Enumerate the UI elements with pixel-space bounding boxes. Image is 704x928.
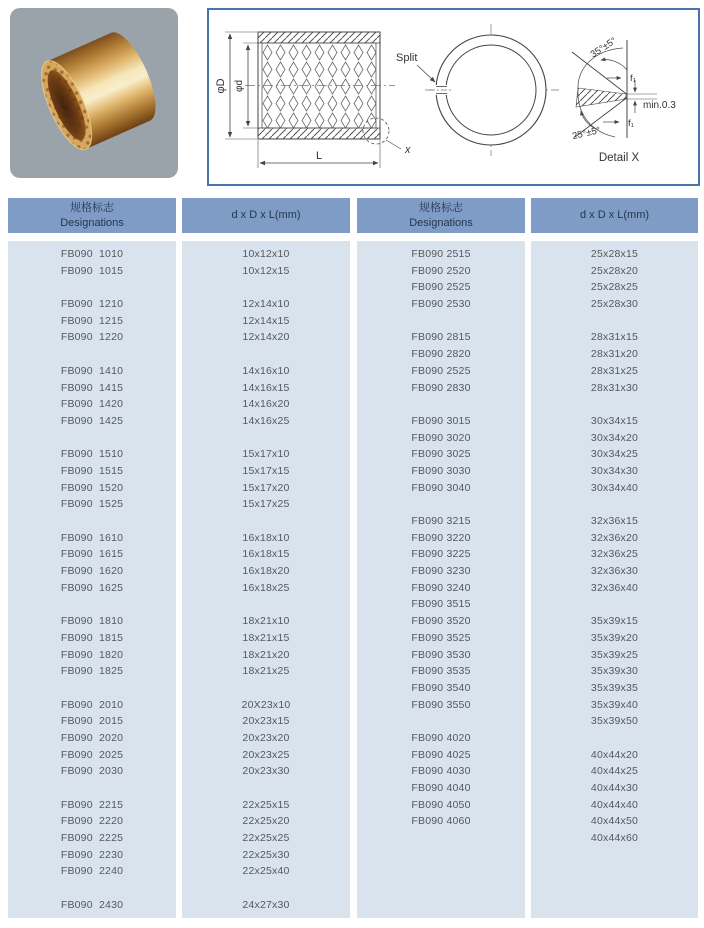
header-dimensions-right xyxy=(531,198,698,233)
header-en-label: Designations xyxy=(409,217,473,229)
table-cell: FB090 2815 xyxy=(411,331,471,344)
header-zh-label: 规格标志 xyxy=(70,202,114,214)
table-cell: FB090 3040 xyxy=(411,481,471,494)
technical-drawing xyxy=(209,10,698,184)
table-cell: 35x39x35 xyxy=(590,681,639,694)
table-cell: 25x28x30 xyxy=(590,298,639,311)
table-cell: FB090 4030 xyxy=(411,765,471,778)
header-zh-label: 规格标志 xyxy=(419,202,463,214)
table-cell: FB090 2020 xyxy=(60,731,124,744)
table-cell xyxy=(8,780,176,797)
table-cell: FB090 2010 xyxy=(60,698,124,711)
table-cell: 24x27x30 xyxy=(242,898,290,911)
detail-x-view xyxy=(571,35,676,164)
technical-drawing-panel xyxy=(207,8,700,186)
column-designations-right xyxy=(357,241,525,918)
table-cell xyxy=(8,430,176,447)
table-cell: 12x14x15 xyxy=(242,314,290,327)
table-cell: 12x14x20 xyxy=(242,331,290,344)
table-cell: FB090 2015 xyxy=(60,715,124,728)
table-cell: 35x39x50 xyxy=(590,715,639,728)
table-cell: FB090 3020 xyxy=(411,431,471,444)
table-cell: 22x25x25 xyxy=(242,832,290,845)
table-cell: FB090 1215 xyxy=(60,314,124,327)
table-cell: FB090 4060 xyxy=(411,815,471,828)
table-cell xyxy=(182,780,350,797)
table-cell xyxy=(531,313,698,330)
table-cell xyxy=(8,880,176,897)
table-cell: FB090 1820 xyxy=(60,648,124,661)
table-cell: FB090 2515 xyxy=(411,248,471,260)
table-cell: FB090 2025 xyxy=(60,748,124,761)
table-cell: 10x12x10 xyxy=(242,248,290,260)
table-cell: FB090 4025 xyxy=(411,748,471,761)
f-bottom-label: f₁ xyxy=(628,118,634,129)
table-cell: 32x36x40 xyxy=(590,581,639,594)
header-dim-label: d x D x L(mm) xyxy=(579,209,650,221)
table-cell: FB090 2225 xyxy=(60,832,124,845)
table-cell: 35x39x30 xyxy=(590,665,639,678)
table-cell: FB090 1810 xyxy=(60,615,124,628)
table-cell: 28x31x25 xyxy=(590,364,639,377)
table-cell: FB090 4050 xyxy=(411,798,471,811)
header-designations-left xyxy=(8,198,176,233)
f-top-label: f₁ xyxy=(630,73,636,84)
header-designations-right xyxy=(357,198,525,233)
table-cell: 28x31x15 xyxy=(590,331,639,344)
table-cell: 30x34x15 xyxy=(590,414,639,427)
table-cell: 10x12x15 xyxy=(242,264,290,277)
table-cell: FB090 3525 xyxy=(411,631,471,644)
table-cell xyxy=(8,680,176,697)
table-cell: FB090 3530 xyxy=(411,648,471,661)
chamfer-angle-top-label: 35°±5° xyxy=(588,35,619,61)
detail-title: Detail X xyxy=(598,152,640,164)
column-dimensions-right xyxy=(531,241,698,918)
table-cell xyxy=(8,346,176,363)
table-cell: FB090 2220 xyxy=(60,815,124,828)
table-cell xyxy=(182,513,350,530)
table-cell xyxy=(357,847,525,864)
table-cell: 14x16x25 xyxy=(242,414,290,427)
table-cell: 18x21x10 xyxy=(242,615,290,628)
table-cell: FB090 1615 xyxy=(60,548,124,561)
ring-front-view xyxy=(396,24,559,156)
table-cell: FB090 1515 xyxy=(60,464,124,477)
table-cell: 30x34x30 xyxy=(590,464,639,477)
cross-section-view xyxy=(215,32,411,168)
header-dimensions-left xyxy=(182,198,350,233)
table-cell: FB090 1425 xyxy=(60,414,124,427)
table-cell: FB090 3225 xyxy=(411,548,471,561)
table-cell: FB090 2525 xyxy=(411,281,471,294)
table-cell: FB090 1420 xyxy=(60,398,124,411)
table-cell: FB090 4020 xyxy=(411,731,471,744)
table-cell xyxy=(531,730,698,747)
table-cell: FB090 3515 xyxy=(411,598,471,611)
table-cell: FB090 1525 xyxy=(60,498,124,511)
table-cell xyxy=(531,863,698,880)
table-cell: 20x23x30 xyxy=(242,765,290,778)
table-cell xyxy=(531,897,698,914)
header-dim-label: d x D x L(mm) xyxy=(231,209,301,221)
table-cell: FB090 1415 xyxy=(60,381,124,394)
table-cell: 16x18x15 xyxy=(242,548,290,561)
table-cell: 20x23x15 xyxy=(242,715,290,728)
dim-inner-diameter-label: φd xyxy=(234,79,245,93)
table-cell: 32x36x15 xyxy=(590,515,639,527)
table-cell: FB090 2530 xyxy=(411,298,471,311)
table-cell: 18x21x25 xyxy=(242,665,290,678)
table-cell xyxy=(357,496,525,513)
table-cell: FB090 2830 xyxy=(411,381,471,394)
table-cell xyxy=(8,279,176,296)
table-cell: FB090 2030 xyxy=(60,765,124,778)
table-cell: FB090 3030 xyxy=(411,464,471,477)
table-cell: 40x44x25 xyxy=(590,765,639,778)
table-cell: FB090 3550 xyxy=(411,698,471,711)
table-cell: 25x28x25 xyxy=(590,281,639,294)
table-cell: FB090 1815 xyxy=(60,631,124,644)
table-cell: 16x18x25 xyxy=(242,581,290,594)
table-cell xyxy=(531,396,698,413)
detail-ref-label: x xyxy=(405,144,411,156)
table-cell: FB090 3240 xyxy=(411,581,471,594)
table-cell xyxy=(8,596,176,613)
table-cell: 15x17x25 xyxy=(242,498,290,511)
table-cell: FB090 3535 xyxy=(411,665,471,678)
table-cell: 20x23x20 xyxy=(242,731,290,744)
table-cell: FB090 3230 xyxy=(411,565,471,578)
table-cell: 25x28x15 xyxy=(590,248,639,260)
table-cell xyxy=(531,847,698,864)
table-cell: 28x31x30 xyxy=(590,381,639,394)
table-cell: 14x16x10 xyxy=(242,364,290,377)
table-cell xyxy=(357,313,525,330)
table-cell: 15x17x20 xyxy=(242,481,290,494)
product-photo xyxy=(10,8,178,178)
table-cell: FB090 1610 xyxy=(60,531,124,544)
table-cell: 22x25x40 xyxy=(242,865,290,878)
table-cell: FB090 1620 xyxy=(60,565,124,578)
table-cell: FB090 3540 xyxy=(411,681,471,694)
table-cell: 30x34x20 xyxy=(590,431,639,444)
table-cell: 30x34x40 xyxy=(590,481,639,494)
table-cell: 15x17x15 xyxy=(242,464,290,477)
table-cell: 40x44x50 xyxy=(590,815,639,828)
header-en-label: Designations xyxy=(60,217,124,229)
table-cell xyxy=(531,596,698,613)
table-cell: FB090 3215 xyxy=(411,515,471,527)
table-cell: 16x18x20 xyxy=(242,565,290,578)
table-cell xyxy=(182,346,350,363)
table-cell xyxy=(182,596,350,613)
table-cell: FB090 2525 xyxy=(411,364,471,377)
table-cell: 22x25x15 xyxy=(242,798,290,811)
table-cell: FB090 3015 xyxy=(411,414,471,427)
table-cell xyxy=(182,279,350,296)
table-cell: 20X23x10 xyxy=(241,698,291,711)
table-cell: FB090 1410 xyxy=(60,364,124,377)
table-cell: FB090 2820 xyxy=(411,348,471,361)
table-cell: FB090 3220 xyxy=(411,531,471,544)
table-cell: 15x17x10 xyxy=(242,448,290,461)
column-dimensions-left xyxy=(182,241,350,918)
table-cell: FB090 1520 xyxy=(60,481,124,494)
table-cell xyxy=(357,880,525,897)
chamfer-angle-bottom-label: 25°±5° xyxy=(571,124,602,143)
table-cell: FB090 1010 xyxy=(60,248,124,260)
table-cell: 32x36x20 xyxy=(590,531,639,544)
table-cell: FB090 1825 xyxy=(60,665,124,678)
table-cell xyxy=(182,880,350,897)
table-cell: 20x23x25 xyxy=(242,748,290,761)
table-cell: FB090 1220 xyxy=(60,331,124,344)
table-cell: 16x18x10 xyxy=(242,531,290,544)
table-cell: 40x44x40 xyxy=(590,798,639,811)
table-cell: 40x44x60 xyxy=(590,832,639,845)
table-cell: 35x39x40 xyxy=(590,698,639,711)
table-cell xyxy=(357,830,525,847)
split-label: Split xyxy=(396,52,418,64)
table-cell: 18x21x20 xyxy=(242,648,290,661)
table-cell: 25x28x20 xyxy=(590,264,639,277)
table-cell: 40x44x30 xyxy=(590,782,639,794)
table-cell: FB090 2430 xyxy=(60,898,124,911)
table-cell xyxy=(357,396,525,413)
bushing-image xyxy=(10,8,178,178)
table-cell: 35x39x20 xyxy=(590,631,639,644)
table-cell xyxy=(182,430,350,447)
table-cell: 14x16x15 xyxy=(242,381,290,394)
table-cell xyxy=(357,713,525,730)
dim-length-label: L xyxy=(315,150,323,162)
table-cell: 14x16x20 xyxy=(242,398,290,411)
table-cell: FB090 1625 xyxy=(60,581,124,594)
table-cell: FB090 2240 xyxy=(60,865,124,878)
table-cell: 22x25x30 xyxy=(242,848,290,861)
table-cell: 22x25x20 xyxy=(242,815,290,828)
table-cell xyxy=(531,880,698,897)
table-cell xyxy=(531,496,698,513)
table-cell xyxy=(357,897,525,914)
table-cell: 18x21x15 xyxy=(242,631,290,644)
table-cell: 32x36x25 xyxy=(590,548,639,561)
table-cell: FB090 2215 xyxy=(60,798,124,811)
table-cell: FB090 3025 xyxy=(411,448,471,461)
table-cell: 32x36x30 xyxy=(590,565,639,578)
table-cell: 28x31x20 xyxy=(590,348,639,361)
table-cell xyxy=(182,680,350,697)
table-cell: FB090 1210 xyxy=(60,298,124,311)
table-cell: 30x34x25 xyxy=(590,448,639,461)
table-cell: 12x14x10 xyxy=(242,298,290,311)
table-cell xyxy=(357,863,525,880)
table-cell: 35x39x25 xyxy=(590,648,639,661)
table-cell: 35x39x15 xyxy=(590,615,639,628)
min-wall-label: min.0.3 xyxy=(643,100,676,111)
table-cell: FB090 2520 xyxy=(411,264,471,277)
table-cell: FB090 1015 xyxy=(60,264,124,277)
table-cell: FB090 2230 xyxy=(60,848,124,861)
dim-outer-diameter-label: φD xyxy=(215,78,227,94)
table-cell: FB090 4040 xyxy=(411,782,471,794)
table-cell: 40x44x20 xyxy=(590,748,639,761)
table-cell: FB090 3520 xyxy=(411,615,471,628)
table-cell xyxy=(8,513,176,530)
table-cell: FB090 1510 xyxy=(60,448,124,461)
column-designations-left xyxy=(8,241,176,918)
